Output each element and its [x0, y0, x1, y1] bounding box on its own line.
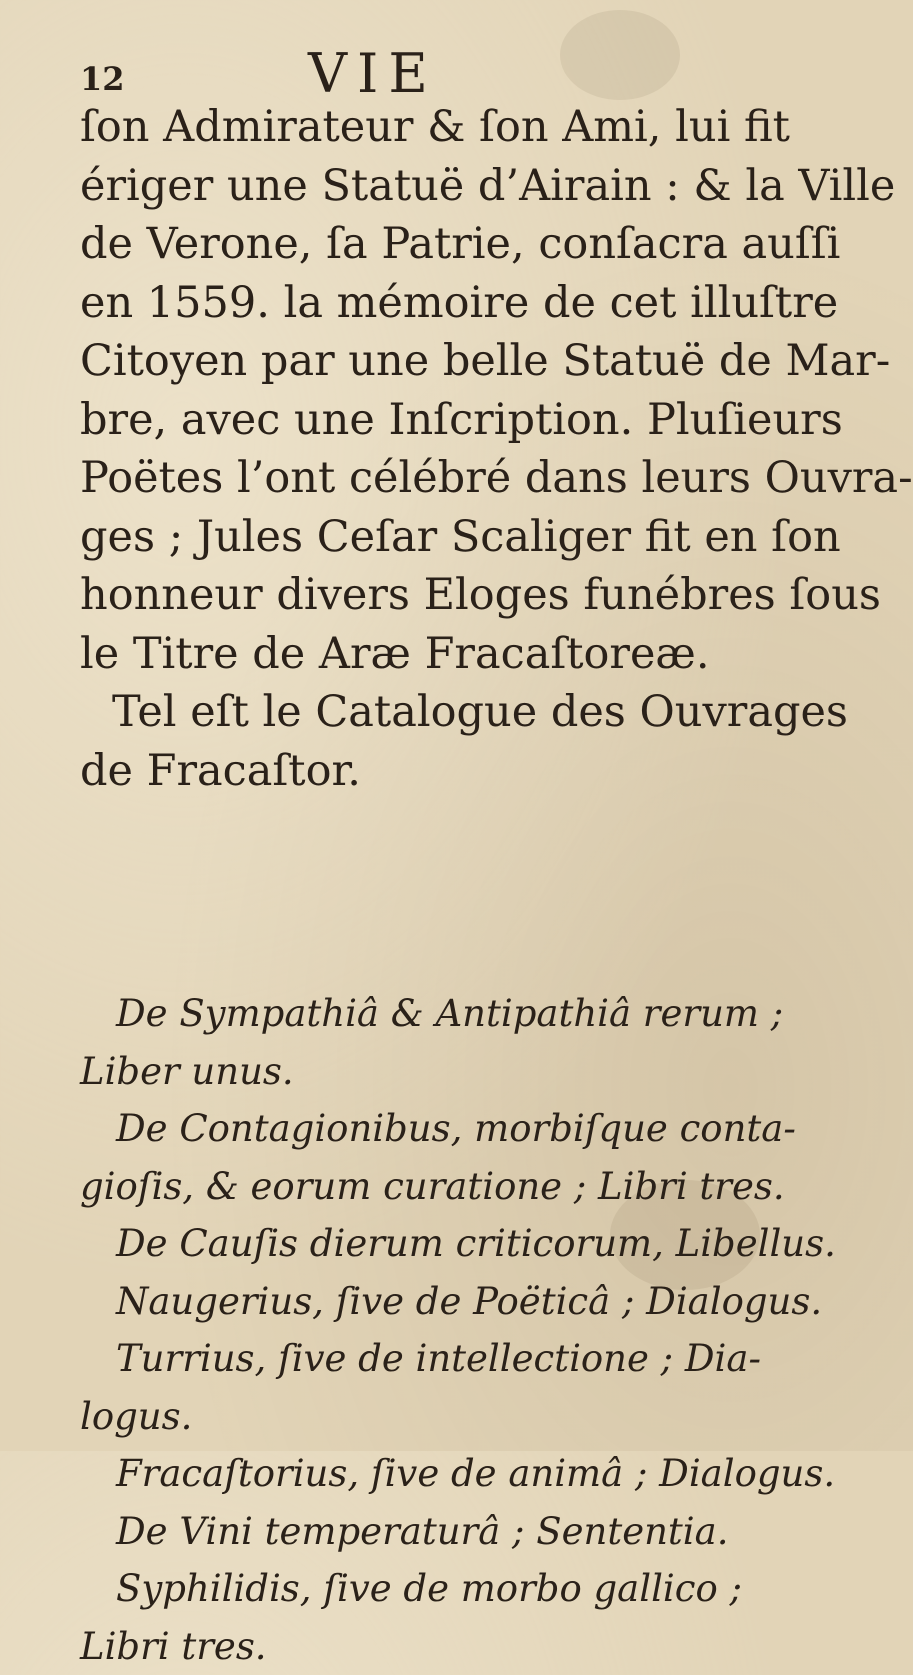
text-line: en 1559. la mémoire de cet illuſtre — [80, 274, 770, 333]
works-catalog — [80, 985, 770, 1675]
body-text — [80, 98, 770, 800]
catalog-line: De Contagionibus, morbiſque conta- — [80, 1100, 770, 1158]
text-line: bre, avec une Inſcription. Pluſieurs — [80, 391, 770, 450]
text-line: de Fracaſtor. — [80, 742, 770, 801]
text-line: honneur divers Eloges funébres ſous — [80, 566, 770, 625]
catalog-line: Fracaſtorius, ſive de animâ ; Dialogus. — [80, 1445, 770, 1503]
catalog-line: Syphilidis, ſive de morbo gallico ; — [80, 1560, 770, 1618]
text-line: Poëtes l’ont célébré dans leurs Ouvra- — [80, 449, 770, 508]
text-line: le Titre de Aræ Fracaſtoreæ. — [80, 625, 770, 684]
text-line: de Verone, ſa Patrie, conſacra auſſi — [80, 215, 770, 274]
text-line: ſon Admirateur & ſon Ami, lui fit — [80, 98, 770, 157]
text-line: Tel eſt le Catalogue des Ouvrages — [80, 683, 770, 742]
catalog-line: Turrius, ſive de intellectione ; Dia- — [80, 1330, 770, 1388]
text-line: ériger une Statuë d’Airain : & la Ville — [80, 157, 770, 216]
catalog-line: De Sympathiâ & Antipathiâ rerum ; — [80, 985, 770, 1043]
catalog-line: Liber unus. — [80, 1043, 770, 1101]
catalog-line: logus. — [80, 1388, 770, 1446]
running-head: VIE — [308, 42, 438, 105]
catalog-line: Naugerius, ſive de Poëticâ ; Dialogus. — [80, 1273, 770, 1331]
page-header — [80, 42, 720, 98]
text-line: Citoyen par une belle Statuë de Mar- — [80, 332, 770, 391]
catalog-line: gioſis, & eorum curatione ; Libri tres. — [80, 1158, 770, 1216]
catalog-line: De Cauſis dierum criticorum, Libellus. — [80, 1215, 770, 1273]
text-line: ges ; Jules Ceſar Scaliger fit en ſon — [80, 508, 770, 567]
page-number: 12 — [80, 60, 125, 98]
catalog-line: De Vini temperaturâ ; Sententia. — [80, 1503, 770, 1561]
catalog-line: Libri tres. — [80, 1618, 770, 1675]
